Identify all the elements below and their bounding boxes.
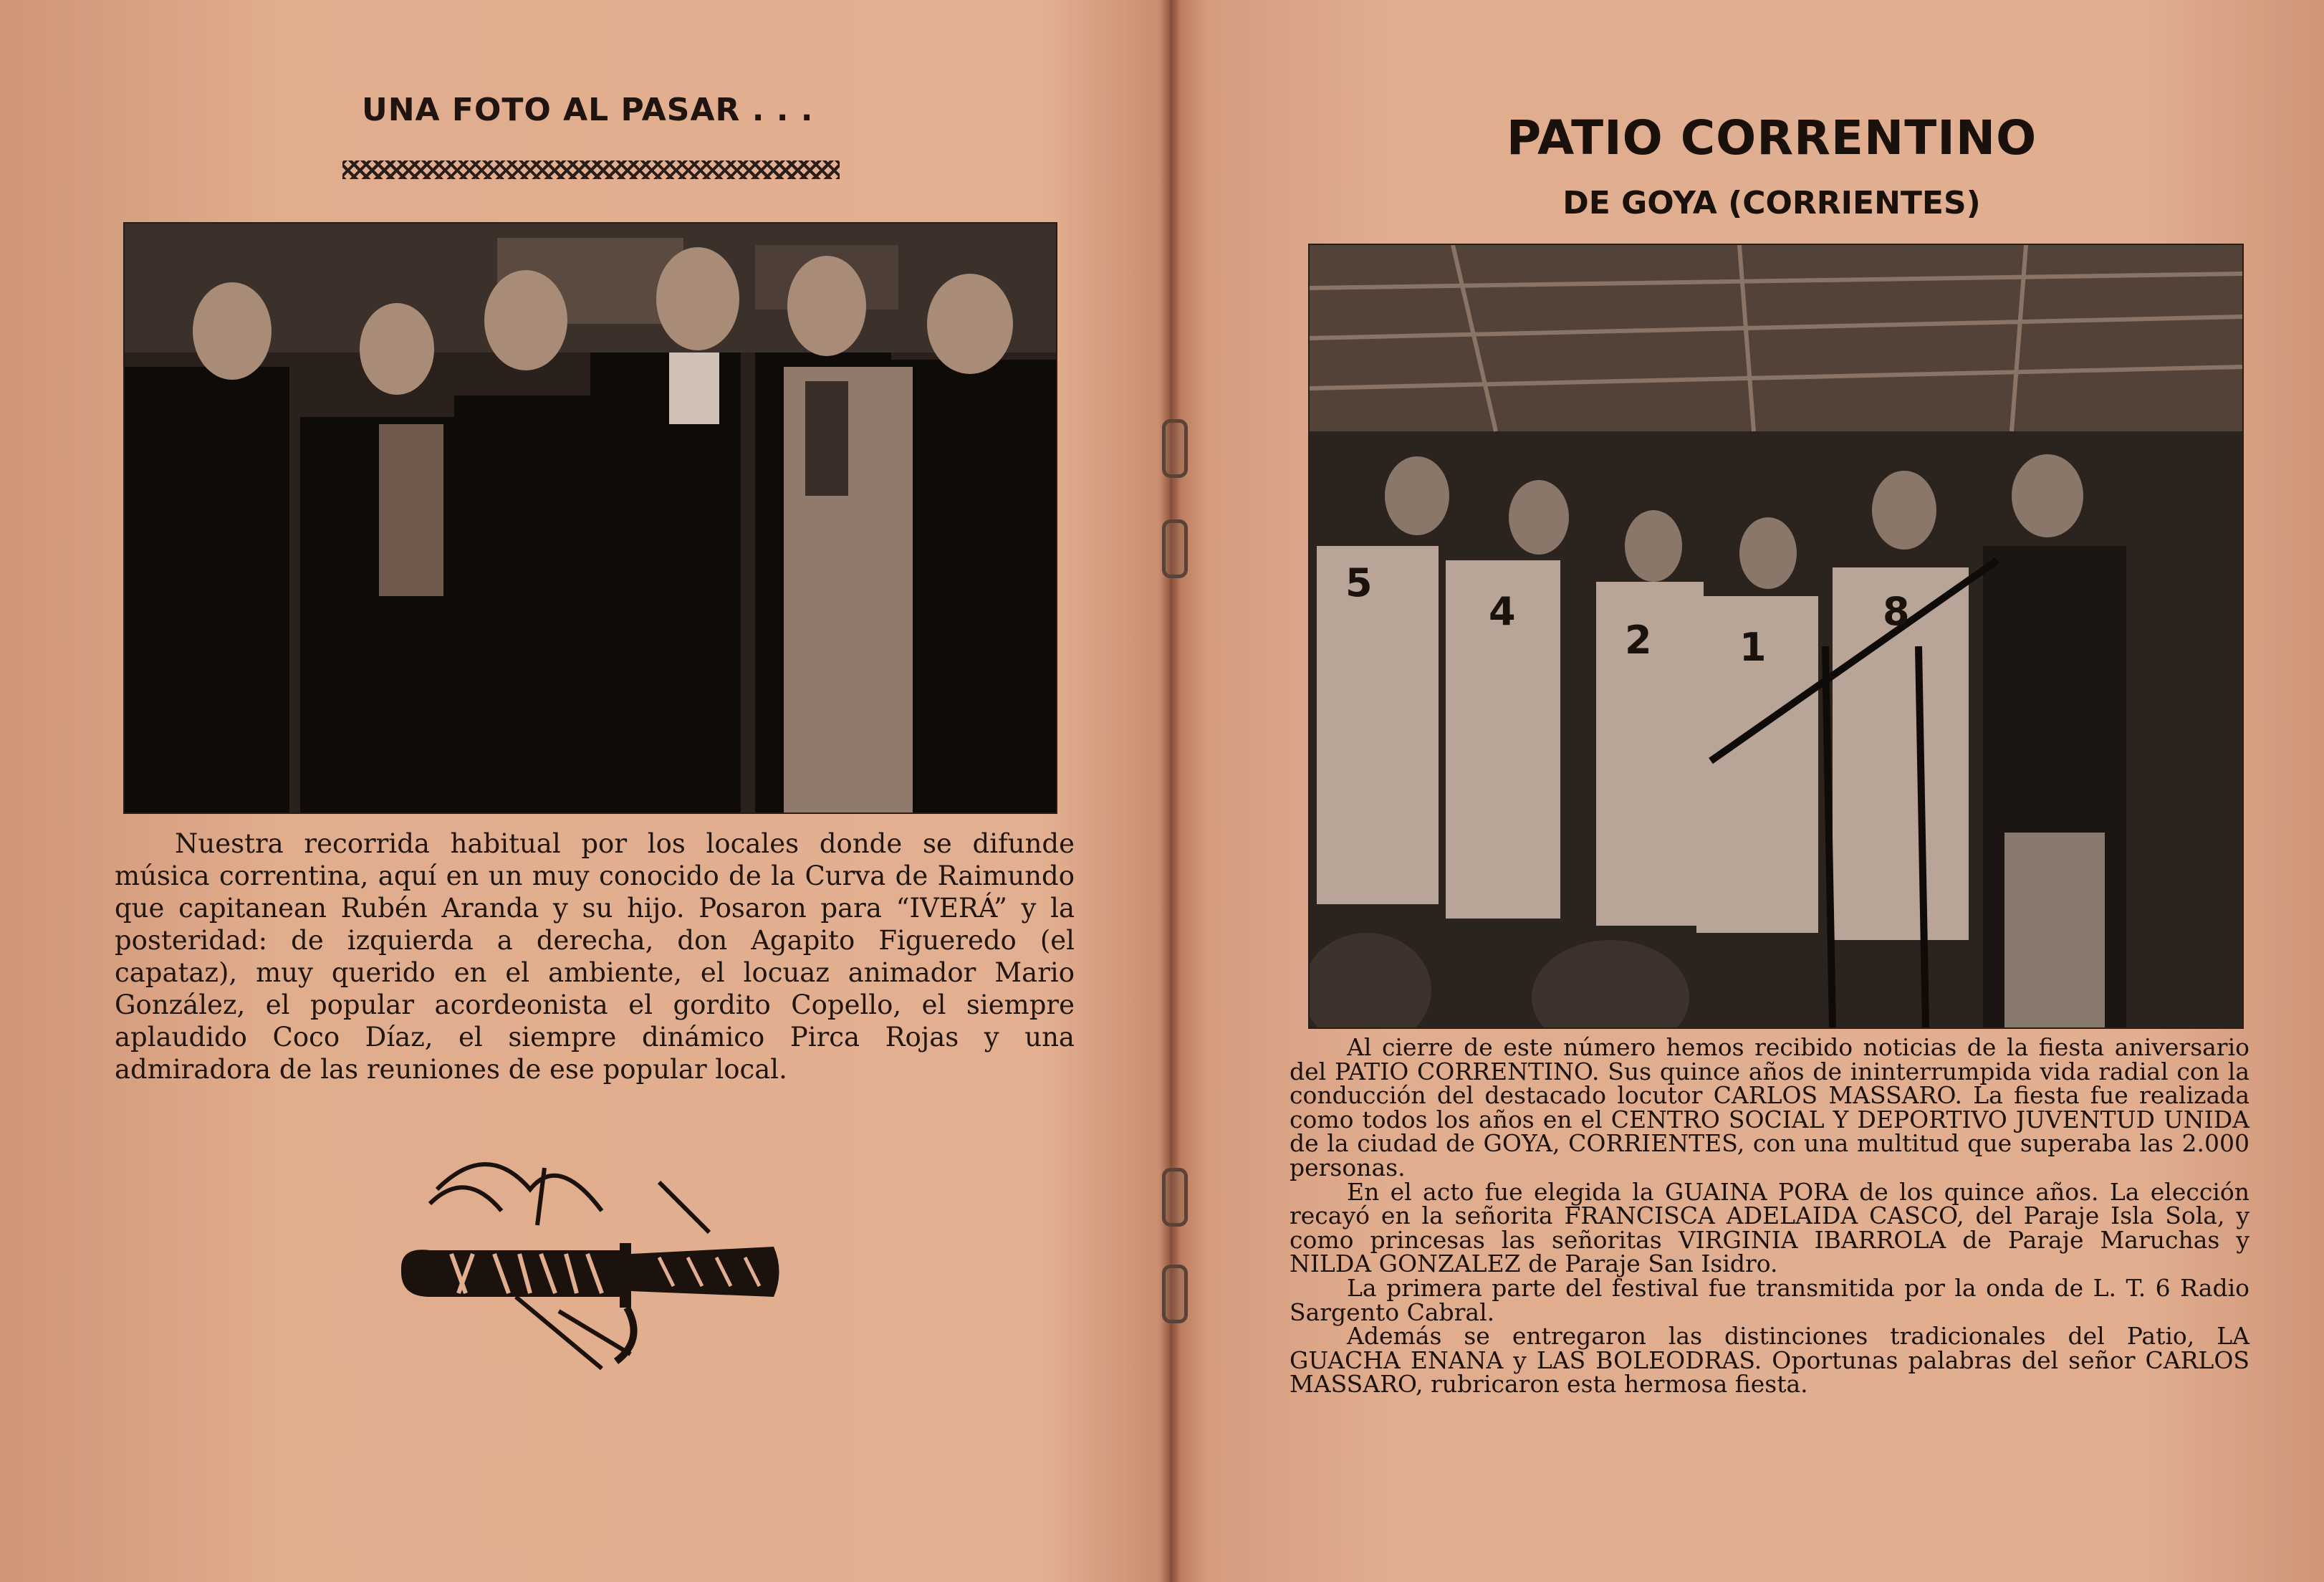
festival-photo — [1308, 244, 2244, 1029]
article-body — [1290, 1033, 2249, 1399]
article-paragraph: La primera parte del festival fue transmitida por la onda de L. T. 6 Radio Sargento Cabral. — [1290, 1273, 2249, 1326]
contestant-number: 4 — [1489, 589, 1516, 634]
article-paragraph: En el acto fue elegida la GUAINA PORA de los quince años. La elección recayó en la señorita FRANCISCA ADELAIDA CASCO, del Paraje Isla Sola, y como princesas las señoritas VIRGINIA IBARROLA de Paraje Maruchas y NILDA GONZALEZ de Paraje San Isidro. — [1290, 1177, 2249, 1278]
festival-photo-illustration — [1310, 245, 2242, 1027]
contestant-number: 5 — [1345, 560, 1373, 605]
contestant-number: 1 — [1739, 625, 1767, 670]
group-photo — [123, 222, 1057, 814]
decorative-rule — [342, 160, 840, 179]
contestant-number: 8 — [1883, 589, 1910, 634]
photo-caption: Nuestra recorrida habitual por los locales donde se difunde música correntina, aquí en un muy conocido de la Curva de Raimundo que capitanean Rubén Aranda y su hijo. Posaron para “IVERÁ” y la posteridad: de izquierda a derecha, don Agapito Figueredo (el capataz), muy querido en el ambiente, el locuaz animador Mario González, el popular acordeonista el gordito Copello, el siempre aplaudido Coco Díaz, el siempre dinámico Pirca Rojas y una admiradora de las reuniones de ese popular local. — [115, 828, 1075, 1085]
article-paragraph: Al cierre de este número hemos recibido noticias de la fiesta aniversario del PATIO CORRENTINO. Sus quince años de ininterrumpida vida radial con la conducción del destacado locutor CARLOS MASSARO. La fiesta fue realizada como todos los años en el CENTRO SOCIAL Y DEPORTIVO JUVENTUD UNIDA de la ciudad de GOYA, CORRIENTES, con una multitud que superaba las 2.000 personas. — [1290, 1033, 2249, 1181]
section-kicker: UNA FOTO AL PASAR . . . — [362, 92, 814, 128]
article-title: PATIO CORRENTINO — [1506, 110, 2037, 166]
group-photo-illustration — [125, 224, 1056, 812]
article-paragraph: Además se entregaron las distinciones tradicionales del Patio, LA GUACHA ENANA y LAS BOLEODRAS. Oportunas palabras del señor CARLOS MASSARO, rubricaron esta hermosa fiesta. — [1290, 1322, 2249, 1399]
facon-knife-illustration — [387, 1125, 788, 1390]
article-subtitle: DE GOYA (CORRIENTES) — [1562, 185, 1981, 221]
contestant-number: 2 — [1625, 618, 1652, 663]
